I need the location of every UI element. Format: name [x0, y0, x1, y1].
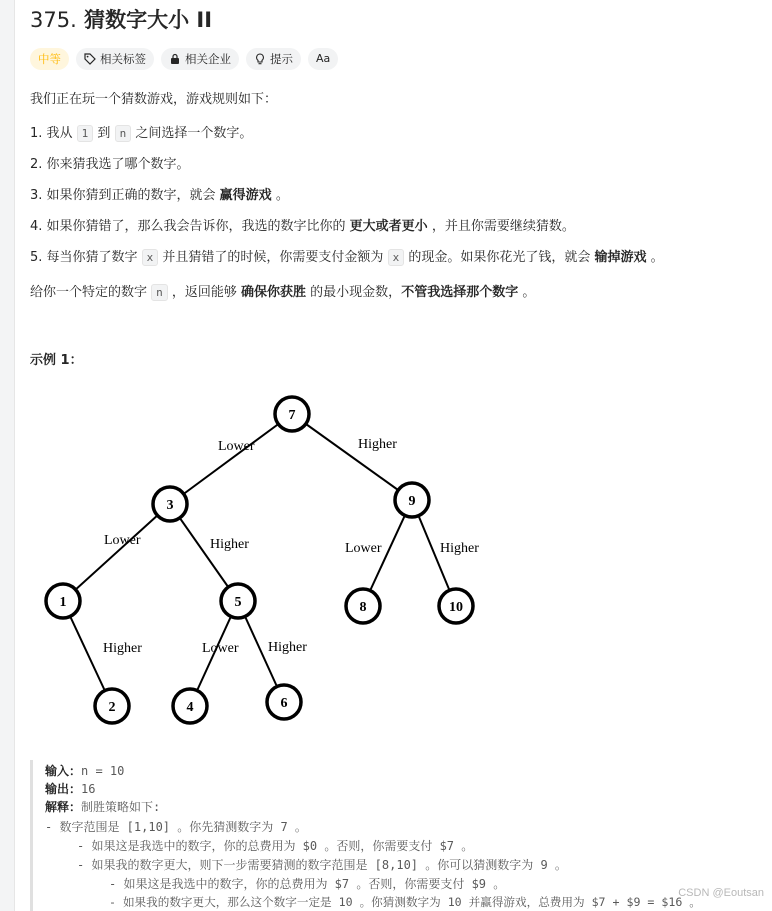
rule-5-text-a: 5. 每当你猜了数字	[30, 250, 142, 265]
explain-line	[45, 798, 160, 815]
companies-tag-label: 相关企业	[185, 52, 231, 66]
task-text	[30, 281, 535, 301]
rule-2: 2. 你来猜我选了哪个数字。	[30, 157, 190, 172]
lock-icon	[169, 53, 181, 65]
rule-3	[30, 184, 289, 203]
edge-label-9-10: Higher	[440, 541, 479, 556]
topics-tag-label: 相关标签	[100, 52, 146, 66]
code-1: 1	[77, 125, 94, 142]
edge-label-5-6: Higher	[268, 640, 307, 655]
difficulty-badge	[30, 48, 69, 70]
edge-7-9	[292, 414, 412, 500]
rule-5-text-d: 。	[646, 250, 664, 265]
left-panel-edge	[0, 0, 15, 911]
input-value: n = 10	[81, 764, 125, 778]
node-3-label: 3	[166, 498, 174, 513]
intro-text: 我们正在玩一个猜数游戏，游戏规则如下：	[30, 92, 278, 107]
rule-3-text-b: 。	[271, 188, 289, 203]
rule-1-text-a: 1. 我从	[30, 126, 77, 141]
rule-4-text-a: 4. 如果你猜错了，那么我会告诉你，我选的数字比你的	[30, 219, 350, 234]
rule-4-bold: 更大或者更小	[349, 219, 428, 234]
rule-1	[30, 122, 252, 142]
rule-5-bold: 输掉游戏	[594, 250, 647, 265]
input-label: 输入：	[45, 764, 82, 778]
tag-bar	[30, 48, 338, 70]
edge-label-1-2: Higher	[103, 641, 142, 656]
node-8-label: 8	[359, 600, 367, 615]
font-size-icon: Aa	[316, 52, 331, 65]
edge-label-9-8: Lower	[345, 541, 382, 556]
edge-3-1	[63, 504, 170, 601]
rule-4	[30, 215, 575, 234]
edge-label-7-9: Higher	[358, 437, 397, 452]
lightbulb-icon	[254, 53, 266, 65]
rule-3-bold: 赢得游戏	[219, 188, 272, 203]
task-text-a: 给你一个特定的数字	[30, 285, 152, 300]
example-output-block	[30, 760, 772, 911]
edge-label-5-4: Lower	[202, 641, 239, 656]
output-line	[45, 780, 95, 797]
hint-label: 提示	[270, 52, 293, 66]
rule-3-text-a: 3. 如果你猜到正确的数字，就会	[30, 188, 220, 203]
font-size-button[interactable]	[308, 48, 338, 70]
task-bold-1: 确保你获胜	[241, 285, 307, 300]
code-x-1: x	[142, 249, 159, 266]
rule-1-text-d: 之间选择一个数字。	[131, 126, 253, 141]
explain-step: - 数字范围是 [1,10] 。你先猜测数字为 7 。	[45, 820, 307, 834]
problem-name: 猜数字大小 II	[84, 8, 213, 32]
code-x-2: x	[388, 249, 405, 266]
example-1-title: 示例 1：	[30, 353, 83, 368]
rule-5-text-b: 并且猜错了的时候，你需要支付金额为	[158, 250, 388, 265]
rule-5	[30, 246, 664, 266]
tree-node-circles	[46, 397, 473, 723]
problem-number: 375.	[30, 8, 77, 32]
code-n-2: n	[151, 284, 168, 301]
node-7-label: 7	[288, 408, 296, 423]
node-1-label: 1	[59, 595, 67, 610]
task-text-d: 。	[518, 285, 536, 300]
explain-step: - 如果这是我选中的数字，你的总费用为 $0 。否则，你需要支付 $7 。	[77, 839, 474, 853]
explain-value: 制胜策略如下:	[81, 800, 161, 814]
task-bold-2: 不管我选择那个数字	[401, 285, 519, 300]
tag-icon	[84, 53, 96, 65]
output-value: 16	[81, 782, 96, 796]
edge-label-3-5: Higher	[210, 537, 249, 552]
node-4-label: 4	[186, 700, 194, 715]
node-10-label: 10	[449, 600, 463, 615]
edge-label-7-3: Lower	[218, 439, 255, 454]
explain-step: - 如果我的数字更大，则下一步需要猜测的数字范围是 [8,10] 。你可以猜测数字为 9 。	[77, 858, 567, 872]
hint-button[interactable]	[246, 48, 301, 70]
edge-7-3	[170, 414, 292, 504]
code-n: n	[115, 125, 132, 142]
input-line	[45, 762, 124, 779]
tree-edges	[63, 414, 456, 706]
task-text-c: 的最小现金数，	[306, 285, 402, 300]
explain-label: 解释：	[45, 800, 82, 814]
task-text-b: ，返回能够	[167, 285, 242, 300]
companies-tag-button[interactable]	[161, 48, 239, 70]
node-9-label: 9	[408, 494, 416, 509]
watermark: CSDN @Eoutsan	[678, 887, 764, 899]
tree-node-labels	[60, 408, 464, 715]
node-5-label: 5	[234, 595, 242, 610]
edge-label-3-1: Lower	[104, 533, 141, 548]
problem-title	[30, 4, 212, 34]
node-2-label: 2	[108, 700, 116, 715]
topics-tag-button[interactable]	[76, 48, 154, 70]
node-6-label: 6	[280, 696, 288, 711]
output-label: 输出：	[45, 782, 82, 796]
decision-tree-diagram	[40, 386, 510, 736]
explain-step: - 如果我的数字更大，那么这个数字一定是 10 。你猜测数字为 10 并赢得游戏，总费用为 $7 + $9 = $16 。	[109, 895, 701, 909]
rule-1-text-b: 到	[93, 126, 115, 141]
tree-edge-labels	[103, 437, 479, 656]
explain-step: - 如果这是我选中的数字，你的总费用为 $7 。否则，你需要支付 $9 。	[109, 877, 506, 891]
rule-4-text-b: ，并且你需要继续猜数。	[427, 219, 575, 234]
difficulty-label: 中等	[38, 52, 61, 66]
rule-5-text-c: 的现金。如果你花光了钱，就会	[404, 250, 595, 265]
